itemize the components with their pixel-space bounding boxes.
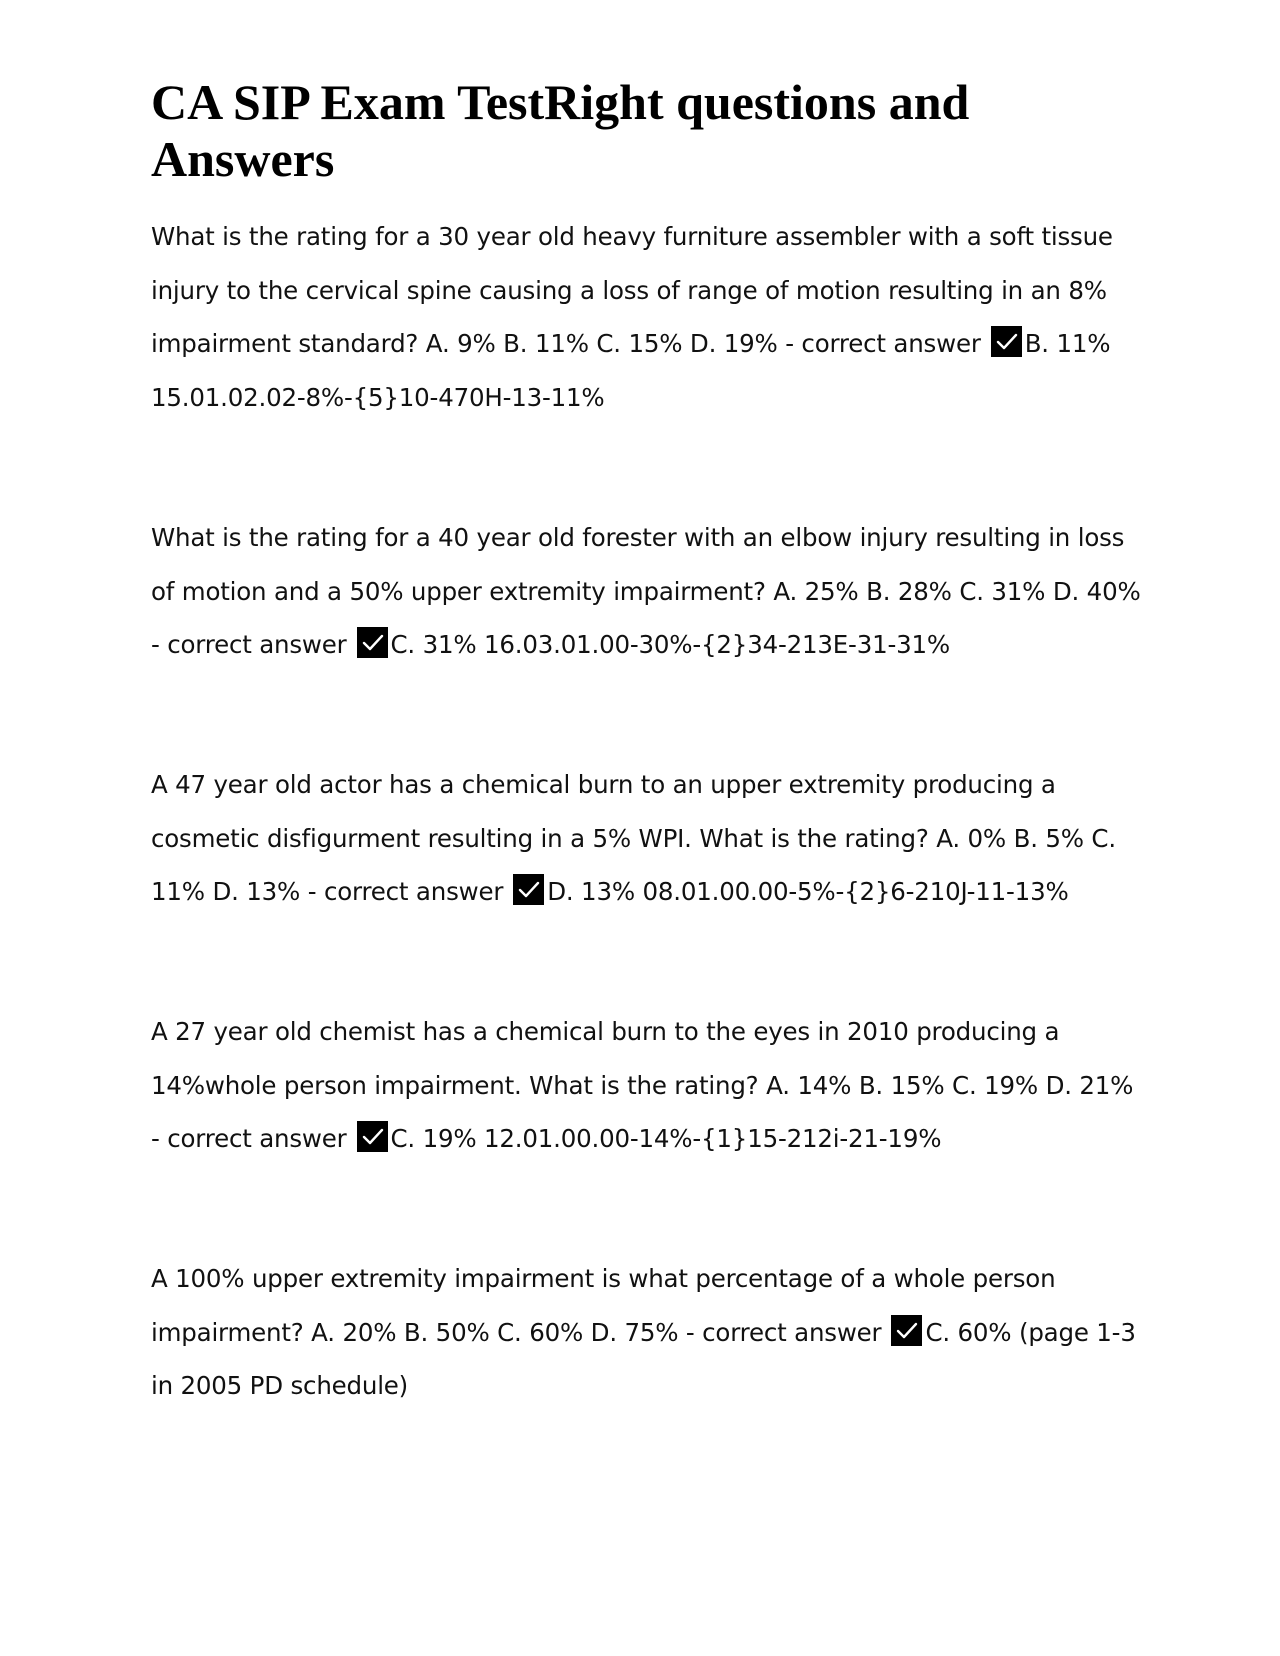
check-mark-icon (357, 1121, 388, 1152)
question-text: What is the rating for a 40 year old forester with an elbow injury resulting in loss of motion and a 50% upper extremity impairment? A. 25% B. 28% C. 31% D. 40% - correct answer (151, 523, 1141, 659)
correct-answer-text: C. 31% 16.03.01.00-30%-{2}34-213E-31-31% (390, 630, 950, 659)
correct-answer-text: B. 11% 15.01.02.02-8%-{5}10-470H-13-11% (151, 329, 1111, 412)
question-item (151, 758, 1141, 919)
question-item (151, 210, 1141, 424)
question-text: A 47 year old actor has a chemical burn to an upper extremity producing a cosmetic disfigurment resulting in a 5% WPI. What is the rating? A. 0% B. 5% C. 11% D. 13% - correct answer (151, 770, 1116, 906)
question-item (151, 1005, 1141, 1166)
check-mark-icon (991, 326, 1022, 357)
question-text: What is the rating for a 30 year old heavy furniture assembler with a soft tissue injury to the cervical spine causing a loss of range of motion resulting in an 8% impairment standard? A. 9% B. 11% C. 15% D. 19% - correct answer (151, 222, 1113, 358)
document-title: CA SIP Exam TestRight questions and Answers (151, 74, 970, 187)
question-item (151, 1252, 1141, 1413)
correct-answer-text: C. 60% (page 1-3 in 2005 PD schedule) (151, 1317, 1136, 1400)
question-text: A 100% upper extremity impairment is what percentage of a whole person impairment? A. 20% B. 50% C. 60% D. 75% - correct answer (151, 1264, 1056, 1347)
check-mark-icon (357, 627, 388, 658)
correct-answer-text: C. 19% 12.01.00.00-14%-{1}15-212i-21-19% (390, 1124, 942, 1153)
correct-answer-text: D. 13% 08.01.00.00-5%-{2}6-210J-11-13% (547, 877, 1069, 906)
check-mark-icon (891, 1315, 922, 1346)
question-text: A 27 year old chemist has a chemical burn to the eyes in 2010 producing a 14%whole person impairment. What is the rating? A. 14% B. 15% C. 19% D. 21% - correct answer (151, 1017, 1134, 1153)
question-item (151, 511, 1141, 672)
check-mark-icon (513, 874, 544, 905)
